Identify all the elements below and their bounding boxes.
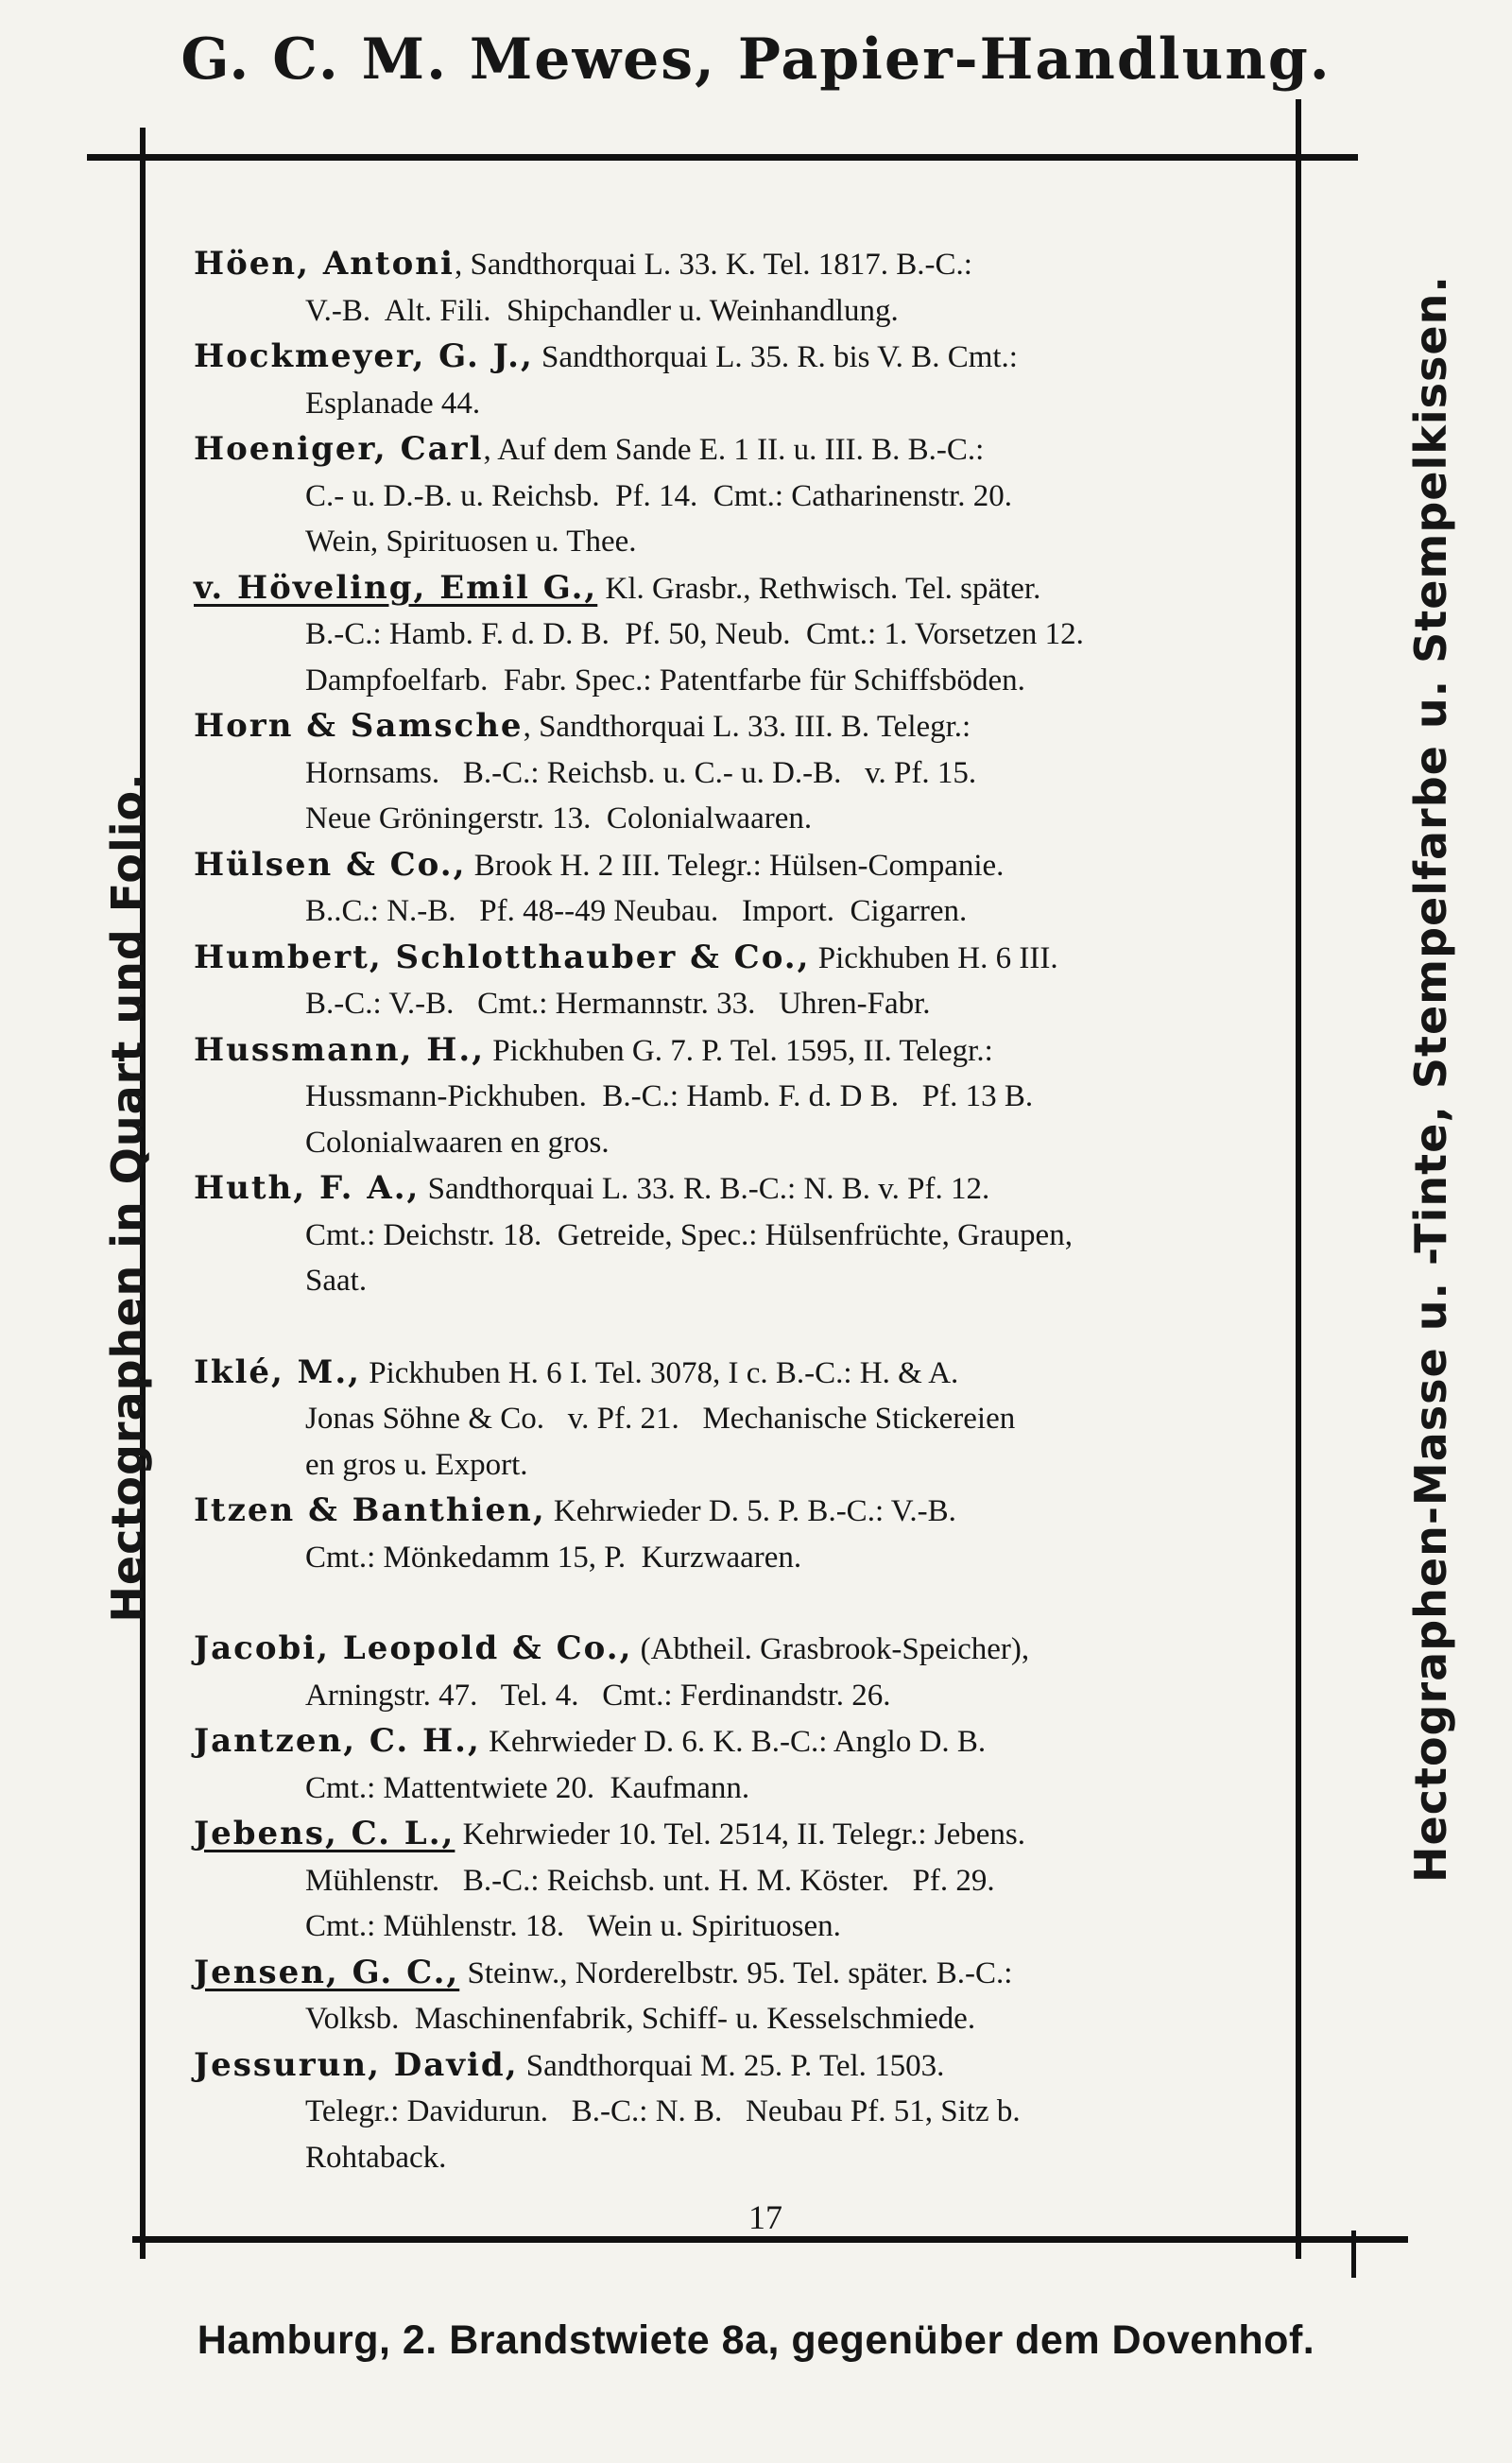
entry-separator — [481, 1725, 489, 1759]
entry-details: Kehrwieder D. 5. P. B.-C.: V.-B. — [553, 1494, 956, 1528]
entry-name: Iklé, M., — [194, 1352, 361, 1391]
entry-name: Hussmann, H., — [194, 1030, 486, 1069]
entry-first-line — [194, 703, 1295, 750]
entry-first-line — [194, 842, 1295, 889]
entry-details: Sandthorquai L. 35. R. bis V. B. Cmt.: — [541, 340, 1018, 374]
top-rule — [87, 154, 1358, 161]
directory-entry — [194, 703, 1295, 842]
entry-separator: , — [483, 433, 498, 467]
entry-continuation: Colonialwaaren en gros. — [305, 1125, 610, 1160]
bottom-rule — [132, 2236, 1408, 2243]
entry-details: Pickhuben H. 6 III. — [817, 940, 1058, 975]
entry-name: Höen, Antoni — [194, 245, 455, 283]
entry-continuation: V.-B. Alt. Fili. Shipchandler u. Weinhandlung. — [305, 293, 899, 328]
side-text-left: Hectographen in Quart und Folio. — [102, 772, 153, 1623]
directory-entry — [194, 426, 1295, 565]
entry-first-line — [194, 2042, 1295, 2090]
directory-entry — [194, 1350, 1295, 1489]
entry-first-line — [194, 426, 1295, 474]
entry-details: Pickhuben H. 6 I. Tel. 3078, I c. B.-C.: H. & A. — [369, 1355, 959, 1390]
entry-details: Kl. Grasbr., Rethwisch. Tel. später. — [605, 571, 1041, 606]
entry-details: Kehrwieder D. 6. K. B.-C.: Anglo D. B. — [489, 1725, 987, 1759]
entry-details: Auf dem Sande E. 1 II. u. III. B. B.-C.: — [497, 433, 985, 467]
entry-separator — [810, 941, 817, 975]
entry-separator — [632, 1632, 640, 1666]
directory-entry — [194, 842, 1295, 935]
directory-entry — [194, 334, 1295, 426]
entry-separator — [466, 849, 473, 883]
entry-first-line — [194, 935, 1295, 982]
entry-continuation: Rohtaback. — [305, 2140, 447, 2175]
entry-name: Humbert, Schlotthauber & Co., — [194, 938, 811, 976]
entry-continuation: B..C.: N.-B. Pf. 48--49 Neubau. Import. Cigarren. — [305, 894, 968, 928]
entry-first-line — [194, 241, 1295, 288]
entry-first-line — [194, 1950, 1295, 1997]
entry-name: Jebens, C. L., — [194, 1815, 455, 1852]
entry-continuation: Cmt.: Mühlenstr. 18. Wein u. Spirituosen. — [305, 1909, 841, 1943]
directory-entries — [194, 241, 1295, 2180]
entry-first-line — [194, 1718, 1295, 1765]
entry-details: Brook H. 2 III. Telegr.: Hülsen-Companie. — [473, 848, 1005, 883]
entry-separator — [597, 572, 605, 606]
entry-first-line — [194, 565, 1295, 612]
entry-name: Jessurun, David, — [194, 2045, 519, 2084]
directory-entry — [194, 241, 1295, 334]
entry-continuation: Saat. — [305, 1264, 368, 1298]
entry-continuation: Wein, Spirituosen u. Thee. — [305, 525, 637, 559]
entry-continuation: B.-C.: V.-B. Cmt.: Hermannstr. 33. Uhren-Fabr. — [305, 987, 931, 1021]
entry-separator — [519, 2049, 526, 2083]
entry-first-line — [194, 1626, 1295, 1673]
entry-details: Sandthorquai L. 33. III. B. Telegr.: — [539, 710, 971, 744]
entry-name: Hülsen & Co., — [194, 845, 467, 884]
footer-address: Hamburg, 2. Brandstwiete 8a, gegenüber dem Dovenhof. — [197, 2317, 1315, 2363]
right-rule — [1296, 99, 1301, 2259]
entry-first-line — [194, 334, 1295, 381]
entry-details: Sandthorquai L. 33. K. Tel. 1817. B.-C.: — [470, 248, 972, 282]
entry-continuation: B.-C.: Hamb. F. d. D. B. Pf. 50, Neub. Cmt.: 1. Vorsetzen 12. — [305, 617, 1084, 651]
entry-separator: , — [454, 248, 471, 282]
entry-details: Pickhuben G. 7. P. Tel. 1595, II. Telegr.: — [492, 1033, 993, 1068]
directory-entry — [194, 1950, 1295, 2042]
entry-details: (Abtheil. Grasbrook-Speicher), — [640, 1632, 1030, 1666]
entry-continuation: Hornsams. B.-C.: Reichsb. u. C.- u. D.-B. v. Pf. 15. — [305, 755, 977, 790]
entry-details: Sandthorquai L. 33. R. B.-C.: N. B. v. Pf. 12. — [427, 1172, 990, 1206]
entry-name: Jensen, G. C., — [194, 1953, 460, 1991]
entry-separator — [361, 1356, 369, 1390]
entry-separator — [455, 1817, 462, 1852]
entry-continuation: Hussmann-Pickhuben. B.-C.: Hamb. F. d. D B. Pf. 13 B. — [305, 1079, 1034, 1113]
entry-separator — [459, 1956, 467, 1990]
page-number: 17 — [748, 2198, 782, 2236]
directory-entry — [194, 935, 1295, 1027]
directory-entry — [194, 2042, 1295, 2181]
entry-name: Itzen & Banthien, — [194, 1491, 546, 1529]
entry-first-line — [194, 1027, 1295, 1075]
entry-separator — [546, 1494, 554, 1528]
directory-entry — [194, 565, 1295, 704]
entry-name: Horn & Samsche — [194, 707, 524, 745]
entry-continuation: C.- u. D.-B. u. Reichsb. Pf. 14. Cmt.: Catharinenstr. 20. — [305, 478, 1012, 513]
entry-continuation: Telegr.: Davidurun. B.-C.: N. B. Neubau Pf. 51, Sitz b. — [305, 2094, 1021, 2128]
entry-name: v. Höveling, Emil G., — [194, 568, 598, 607]
entry-separator: , — [523, 710, 540, 744]
entry-separator — [534, 340, 541, 374]
entry-first-line — [194, 1350, 1295, 1397]
entry-continuation: Cmt.: Mattentwiete 20. Kaufmann. — [305, 1770, 750, 1805]
entry-name: Jantzen, C. H., — [194, 1722, 481, 1760]
directory-entry — [194, 1165, 1295, 1304]
entry-continuation: Mühlenstr. B.-C.: Reichsb. unt. H. M. Köster. Pf. 29. — [305, 1863, 995, 1898]
entry-continuation: Cmt.: Deichstr. 18. Getreide, Spec.: Hülsenfrüchte, Graupen, — [305, 1217, 1073, 1252]
entry-details: Steinw., Norderelbstr. 95. Tel. später. B.-C.: — [467, 1955, 1013, 1990]
entry-first-line — [194, 1488, 1295, 1535]
entry-continuation: en gros u. Export. — [305, 1447, 528, 1482]
directory-entry — [194, 1027, 1295, 1166]
directory-entry — [194, 1718, 1295, 1811]
entry-continuation: Jonas Söhne & Co. v. Pf. 21. Mechanische Stickereien — [305, 1402, 1016, 1436]
entry-continuation: Dampfoelfarb. Fabr. Spec.: Patentfarbe für Schiffsböden. — [305, 663, 1025, 698]
entry-details: Kehrwieder 10. Tel. 2514, II. Telegr.: Jebens. — [462, 1817, 1025, 1852]
entry-continuation: Esplanade 44. — [305, 386, 481, 421]
entry-first-line — [194, 1165, 1295, 1213]
entry-first-line — [194, 1811, 1295, 1858]
entry-details: Sandthorquai M. 25. P. Tel. 1503. — [525, 2048, 945, 2083]
entry-name: Jacobi, Leopold & Co., — [194, 1629, 633, 1667]
entry-name: Huth, F. A., — [194, 1169, 421, 1207]
right-outer-rule — [1351, 2230, 1356, 2278]
entry-separator — [420, 1172, 427, 1206]
entry-continuation: Cmt.: Mönkedamm 15, P. Kurzwaaren. — [305, 1540, 802, 1575]
page-header-title: G. C. M. Mewes, Papier-Handlung. — [180, 26, 1332, 93]
directory-entry — [194, 1488, 1295, 1580]
entry-continuation: Neue Gröningerstr. 13. Colonialwaaren. — [305, 801, 813, 835]
directory-entry — [194, 1626, 1295, 1718]
entry-name: Hoeniger, Carl — [194, 430, 484, 468]
entry-continuation: Arningstr. 47. Tel. 4. Cmt.: Ferdinandstr. 26. — [305, 1678, 891, 1713]
side-text-right: Hectographen-Masse u. -Tinte, Stempelfarbe u. Stempelkissen. — [1405, 275, 1456, 1883]
directory-entry — [194, 1811, 1295, 1950]
entry-continuation: Volksb. Maschinenfabrik, Schiff- u. Kesselschmiede. — [305, 2002, 976, 2036]
entry-name: Hockmeyer, G. J., — [194, 337, 534, 375]
